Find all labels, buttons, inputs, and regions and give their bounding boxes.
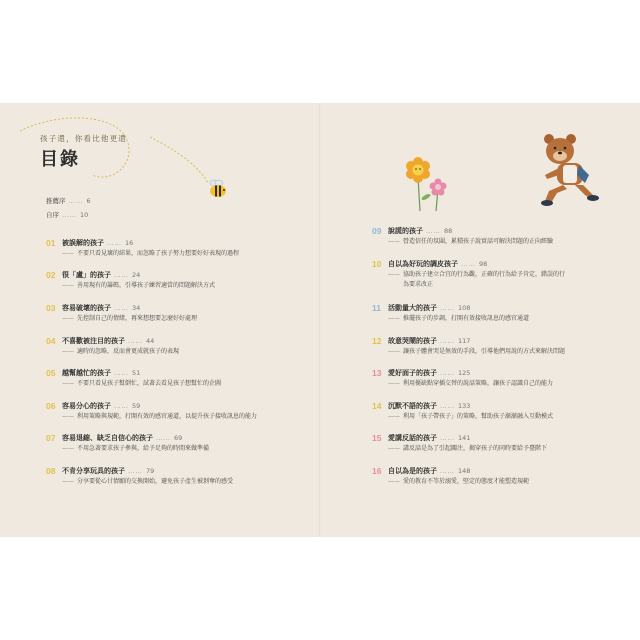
leader-dots: …… [426,227,441,235]
description-line: 適時的忽略，反而會更成就孩子的表現 [77,348,180,355]
chapter-description: —— 營造信任的氛圍，累積孩子說實話可解決問題的正向經驗 [388,238,554,245]
description-line: 讓孩子體會哭是無效的手段，引導他們用說的方式來解決問題 [403,348,566,355]
preface-label: 自序 [46,211,59,219]
chapter-title: 不喜歡被注目的孩子 [62,337,125,345]
page-number: 6 [86,197,91,205]
page-number: 69 [174,434,183,442]
chapter-description: —— 善用現有的籌碼，引導孩子練習適當的問題解決方式 [62,282,216,289]
leader-dots: …… [156,434,171,442]
chapter-title: 故意哭鬧的孩子 [388,337,437,345]
leader-dots: …… [128,337,143,345]
chapter-number: 13 [372,368,382,378]
leader-dots: …… [440,402,455,410]
chapter-number: 07 [46,433,56,443]
chapter-title: 活動量大的孩子 [388,304,437,312]
leader-dots: …… [114,369,129,377]
chapter-title: 愛講反話的孩子 [388,434,437,442]
chapter-number: 05 [46,368,56,378]
leader-dots: …… [440,467,455,475]
chapter-number: 01 [46,238,56,248]
chapter-description: —— 講反話是為了引起關注，揭穿孩子的同時要給予臺階下 [388,445,548,452]
chapter-title-line [388,433,470,443]
chapter-number: 10 [372,259,382,269]
chapter-description: —— 利用策略與規範，打開有效的感官通道，以提升孩子接收訊息的能力 [62,413,258,420]
leader-dots: …… [62,211,77,219]
description-line: 不用急著要求孩子參與，給予足夠的時間來做準備 [77,445,210,452]
chapter-title-line [62,401,140,411]
preface-entry [46,210,88,219]
leader-dots: …… [440,337,455,345]
chapter-title: 愛好面子的孩子 [388,369,437,377]
chapter-title: 自以為好玩的調皮孩子 [388,260,458,268]
chapter-title: 被誤解的孩子 [62,239,104,247]
leader-dots: …… [114,271,129,279]
description-line: 不要只看見壞的結果，而忽略了孩子努力想要好好表現的過程 [77,250,240,257]
description-line: 善用現有的籌碼，引導孩子練習適當的問題解決方式 [77,282,216,289]
chapter-description: —— 讓孩子體會哭是無效的手段，引導他們用說的方式來解決問題 [388,348,566,355]
chapter-number: 16 [372,466,382,476]
page-number: 24 [132,271,141,279]
description-line: 協助孩子建立合宜的行為觀，正確的行為給予肯定，錯誤的行 [403,271,566,278]
chapter-number: 03 [46,303,56,313]
preface-label: 推薦序 [46,197,66,205]
leader-dots: …… [440,369,455,377]
chapter-number: 12 [372,336,382,346]
book-spread [0,103,640,537]
chapter-title: 很「盧」的孩子 [62,271,111,279]
chapter-title: 容易退縮、缺乏自信心的孩子 [62,434,153,442]
page-number: 125 [458,369,471,377]
chapter-description: —— 不用急著要求孩子參與，給予足夠的時間來做準備 [62,445,210,452]
chapter-description: —— 利用「孩子帶孩子」的策略，幫助孩子漸漸融入互動模式 [388,413,554,420]
description-line: 利用「孩子帶孩子」的策略，幫助孩子漸漸融入互動模式 [403,413,554,420]
bear-running-illustration [535,131,605,211]
page-number: 133 [458,402,471,410]
description-line: 先控制自己的情緒，再來想想要怎麼好好處理 [77,315,198,322]
flowers-illustration [398,153,458,215]
chapter-title-line [62,270,140,280]
page-number: 88 [444,227,453,235]
page-number: 10 [80,211,89,219]
chapter-description: —— 適時的忽略，反而會更成就孩子的表現 [62,348,180,355]
description-line: 講反話是為了引起關注，揭穿孩子的同時要給予臺階下 [403,445,548,452]
description-line: 利用優缺點穿插交替的說話策略，讓孩子認識自己的能力 [403,380,554,387]
page-number: 16 [125,239,134,247]
chapter-title: 自以為是的孩子 [388,467,437,475]
leader-dots: …… [440,434,455,442]
chapter-title-line [62,238,133,248]
page-number: 34 [132,304,141,312]
description-line: 分享要從心甘情願的交換開始，避免孩子產生被剝奪的感受 [77,478,234,485]
chapter-title-line [62,368,140,378]
description-line: 愛的教育不等於溺愛，堅定的態度才能塑造規範 [403,478,530,485]
chapter-title-line [388,303,470,313]
chapter-description: —— 不要只看見孩子幫倒忙，試著去看見孩子想幫忙的企圖 [62,380,222,387]
description-line: 為要求改正 [403,281,434,288]
description-line: 不要只看見孩子幫倒忙，試著去看見孩子想幫忙的企圖 [77,380,222,387]
page-number: 148 [458,467,471,475]
chapter-title: 越幫越忙的孩子 [62,369,111,377]
page-number: 79 [146,467,155,475]
chapter-number: 02 [46,270,56,280]
leader-dots: …… [107,239,122,247]
chapter-title-line [62,466,154,476]
chapter-title: 說謊的孩子 [388,227,423,235]
page-number: 59 [132,402,141,410]
description-line: 利用策略與規範，打開有效的感官通道，以提升孩子接收訊息的能力 [77,413,258,420]
page-number: 108 [458,304,471,312]
preface-entry [46,196,91,205]
page-number: 117 [458,337,471,345]
chapter-description: —— 愛的教育不等於溺愛，堅定的態度才能塑造規範 [388,478,530,485]
chapter-title-line [388,368,470,378]
chapter-title-line [388,336,470,346]
leader-dots: …… [440,304,455,312]
chapter-title-line [62,433,182,443]
description-line: 營造信任的氛圍，累積孩子說實話可解決問題的正向經驗 [403,238,554,245]
chapter-description: —— 不要只看見壞的結果，而忽略了孩子努力想要好好表現的過程 [62,250,240,257]
page-number: 98 [479,260,488,268]
chapter-number: 14 [372,401,382,411]
description-line: 推擺孩子的步調，打開有效接收訊息的感官通道 [403,315,530,322]
page-number: 44 [146,337,155,345]
chapter-number: 11 [372,303,381,313]
page-title: 目錄 [40,149,80,170]
chapter-title: 容易破壞的孩子 [62,304,111,312]
chapter-title-line [388,226,452,236]
leader-dots: …… [114,304,129,312]
chapter-number: 15 [372,433,382,443]
chapter-title-line [388,401,470,411]
chapter-title: 沉默不語的孩子 [388,402,437,410]
page-number: 141 [458,434,471,442]
chapter-number: 06 [46,401,56,411]
chapter-title-line [388,259,487,269]
chapter-title-line [62,303,140,313]
leader-dots: …… [68,197,84,205]
chapter-title-line [62,336,154,346]
chapter-number: 04 [46,336,56,346]
chapter-number: 08 [46,466,56,476]
page-number: 51 [132,369,141,377]
chapter-title-line [388,466,470,476]
chapter-description: —— 分享要從心甘情願的交換開始，避免孩子產生被剝奪的感受 [62,478,234,485]
leader-dots: …… [114,402,129,410]
chapter-title: 不肯分享玩具的孩子 [62,467,125,475]
chapter-title: 容易分心的孩子 [62,402,111,410]
leader-dots: …… [461,260,476,268]
leader-dots: …… [128,467,143,475]
chapter-number: 09 [372,226,382,236]
tagline: 孩子還，你看比他更還 [40,134,127,143]
chapter-description: —— 先控制自己的情緒，再來想想要怎麼好好處理 [62,315,198,322]
bee-icon [206,179,230,199]
chapter-description: —— 協助孩子建立合宜的行為觀，正確的行為給予肯定，錯誤的行 為要求改正 [388,271,566,288]
chapter-description: —— 利用優缺點穿插交替的說話策略，讓孩子認識自己的能力 [388,380,554,387]
chapter-description: —— 推擺孩子的步調，打開有效接收訊息的感官通道 [388,315,530,322]
